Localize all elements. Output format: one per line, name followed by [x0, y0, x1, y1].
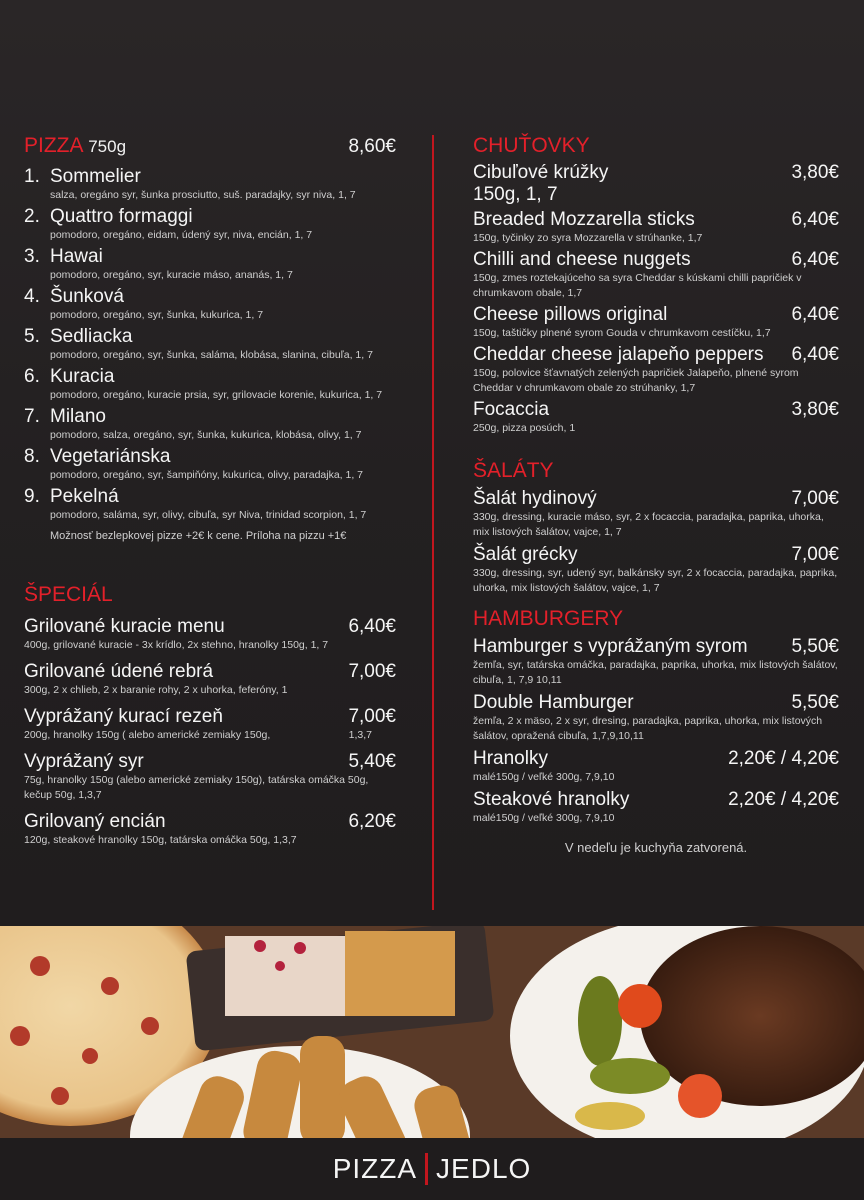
brand-divider — [425, 1153, 428, 1185]
menu-item — [473, 209, 839, 246]
menu-item — [473, 544, 839, 596]
pizza-header — [24, 133, 396, 160]
pizza-name — [24, 246, 396, 268]
pizza-number: 3. — [24, 246, 40, 267]
pizza-ingredients: pomodoro, oregáno, syr, kuracie máso, ananás, 1, 7 — [50, 269, 293, 281]
menu-item-price: 6,40€ — [791, 304, 839, 325]
pizza-weight: 750g — [88, 137, 127, 156]
pizza-name — [24, 326, 396, 348]
menu-item-price: 5,50€ — [791, 692, 839, 713]
pizza-price: 8,60€ — [348, 136, 396, 157]
menu-item-price: 5,50€ — [791, 636, 839, 657]
menu-item-desc — [24, 728, 396, 743]
pizza-ingredients: pomodoro, oregáno, syr, šampiňóny, kukurica, olivy, paradajka, 1, 7 — [50, 469, 364, 481]
menu-item-row — [473, 249, 839, 271]
pizza-name-text: Milano — [50, 406, 106, 427]
pizza-number: 4. — [24, 286, 40, 307]
pizza-name — [24, 286, 396, 308]
pizza-ingredients: pomodoro, oregáno, syr, šunka, saláma, klobása, slanina, cibuľa, 1, 7 — [50, 349, 373, 361]
menu-item-price: 6,20€ — [348, 811, 396, 832]
food-photo — [0, 926, 864, 1138]
pizza-name — [24, 366, 396, 388]
pizza-title: PIZZA 750g — [24, 134, 127, 157]
burgers-title: HAMBURGERY — [473, 607, 624, 630]
menu-item-desc: 330g, dressing, syr, udený syr, balkánsky syr, 2 x focaccia, paradajka, paprika, uhorka, mix listových šalátov, vajce, 1, 7 — [473, 567, 838, 594]
menu-item-weight: 150g, 1, 7 — [473, 184, 558, 205]
menu-item-name: Cheese pillows original — [473, 304, 668, 325]
menu-item-name: Šalát grécky — [473, 544, 578, 565]
kitchen-closed-note: V nedeľu je kuchyňa zatvorená. — [564, 840, 748, 855]
pizza-note: Možnosť bezlepkovej pizze +2€ k cene. Príloha na pizzu +1€ — [50, 530, 347, 542]
menu-item-price: 7,00€ — [348, 706, 396, 727]
pizza-item — [24, 406, 396, 443]
menu-item-desc: 150g, polovice šťavnatých zelených papričiek Jalapeňo, plnené syrom Cheddar v chrumkavom obale zo strúhanky, 1,7 — [473, 367, 799, 394]
menu-item-row — [24, 661, 396, 683]
pizza-number: 1. — [24, 166, 40, 187]
snacks-title: CHUŤOVKY — [473, 134, 590, 157]
menu-item-name: Chilli and cheese nuggets — [473, 249, 691, 270]
menu-item-price: 2,20€ / 4,20€ — [728, 748, 839, 769]
menu-item-name: Grilované kuracie menu — [24, 616, 225, 637]
menu-item — [24, 811, 396, 848]
right-column — [473, 133, 839, 855]
special-title: ŠPECIÁL — [24, 583, 113, 606]
pizza-name — [24, 206, 396, 228]
pizza-name-text: Pekelná — [50, 486, 119, 507]
cake-image — [225, 936, 345, 1016]
pizza-ingredients: pomodoro, oregáno, eidam, údený syr, niva, encián, 1, 7 — [50, 229, 313, 241]
menu-item-row — [473, 162, 839, 184]
menu-item-row — [473, 636, 839, 658]
pizza-item — [24, 486, 396, 523]
pizza-name-text: Šunková — [50, 286, 124, 307]
menu-item-price: 7,00€ — [791, 544, 839, 565]
menu-item-desc: 150g, zmes roztekajúceho sa syra Cheddar s kúskami chilli papričiek v chrumkavom obale, 1,7 — [473, 272, 802, 299]
menu-item-desc: 150g, tyčinky zo syra Mozzarella v strúhanke, 1,7 — [473, 232, 703, 244]
menu-item — [24, 706, 396, 743]
menu-item — [473, 344, 839, 396]
menu-item-price: 2,20€ / 4,20€ — [728, 789, 839, 810]
menu-item — [473, 636, 839, 688]
menu-item-price: 3,80€ — [791, 399, 839, 420]
menu-item-name: Breaded Mozzarella sticks — [473, 209, 695, 230]
menu-item-price: 7,00€ — [348, 661, 396, 682]
burgers-list — [473, 636, 839, 826]
menu-item-desc: malé150g / veľké 300g, 7,9,10 — [473, 812, 615, 824]
menu-item — [473, 488, 839, 540]
menu-item — [24, 616, 396, 653]
menu-item — [473, 162, 839, 206]
menu-item-name: Šalát hydinový — [473, 488, 597, 509]
menu-item-price: 5,40€ — [348, 751, 396, 772]
pizza-ingredients: pomodoro, saláma, syr, olivy, cibuľa, syr Niva, trinidad scorpion, 1, 7 — [50, 509, 367, 521]
pizza-name — [24, 406, 396, 428]
pizza-ingredients: pomodoro, salza, oregáno, syr, šunka, kukurica, klobása, olivy, 1, 7 — [50, 429, 362, 441]
pizza-name-text: Sedliacka — [50, 326, 133, 347]
pizza-number: 8. — [24, 446, 40, 467]
pizza-item — [24, 326, 396, 363]
menu-item — [473, 692, 839, 744]
menu-item-price: 6,40€ — [791, 344, 839, 365]
menu-item-row — [473, 544, 839, 566]
menu-item — [473, 789, 839, 826]
brand-footer — [0, 1138, 864, 1200]
menu-item — [473, 748, 839, 785]
pizza-name-text: Kuracia — [50, 366, 115, 387]
menu-item — [473, 399, 839, 436]
menu-item-name: Vyprážaný kurací rezeň — [24, 706, 223, 727]
pizza-item — [24, 446, 396, 483]
menu-item-price: 7,00€ — [791, 488, 839, 509]
snacks-list — [473, 162, 839, 436]
brand-pizza: PIZZA — [332, 1153, 418, 1184]
menu-item-row — [24, 616, 396, 638]
pizza-item — [24, 246, 396, 283]
menu-item-name: Vyprážaný syr — [24, 751, 144, 772]
column-divider — [432, 135, 434, 910]
pizza-number: 7. — [24, 406, 40, 427]
menu-item-row — [473, 344, 839, 366]
pizza-item — [24, 206, 396, 243]
menu-item-price: 6,40€ — [791, 209, 839, 230]
pizza-name — [24, 486, 396, 508]
menu-item-price: 6,40€ — [791, 249, 839, 270]
menu-item-desc: žemľa, 2 x mäso, 2 x syr, dresing, paradajka, paprika, uhorka, mix listových šalátov, opražená cibuľa, 1,7,9,10,11 — [473, 715, 823, 742]
pizza-ingredients: pomodoro, oregáno, syr, šunka, kukurica, 1, 7 — [50, 309, 264, 321]
salads-title: ŠALÁTY — [473, 459, 554, 482]
menu-item-name: Cheddar cheese jalapeňo peppers — [473, 344, 764, 365]
menu-item-row — [473, 789, 839, 811]
menu-item — [24, 751, 396, 803]
food-illustration — [0, 926, 864, 1138]
menu-item-desc: 150g, taštičky plnené syrom Gouda v chrumkavom cestíčku, 1,7 — [473, 327, 771, 339]
menu-item-name: Grilované údené rebrá — [24, 661, 214, 682]
pizza-number: 2. — [24, 206, 40, 227]
menu-item-desc: žemľa, syr, tatárska omáčka, paradajka, paprika, uhorka, mix listových šalátov, cibuľa, 1, 7,9 10,11 — [473, 659, 838, 686]
pizza-name — [24, 166, 396, 188]
pizza-item — [24, 286, 396, 323]
menu-item-row — [473, 488, 839, 510]
menu-item-row — [24, 811, 396, 833]
menu-item-name: Double Hamburger — [473, 692, 634, 713]
menu-item — [24, 661, 396, 698]
left-column — [24, 133, 396, 848]
pizza-ingredients: salza, oregáno syr, šunka prosciutto, suš. paradajky, syr niva, 1, 7 — [50, 189, 356, 201]
menu-item — [473, 304, 839, 341]
menu-item-desc: 400g, grilované kuracie - 3x krídlo, 2x stehno, hranolky 150g, 1, 7 — [24, 639, 329, 651]
pizza-number: 5. — [24, 326, 40, 347]
menu-item-name: Grilovaný encián — [24, 811, 166, 832]
pizza-number: 9. — [24, 486, 40, 507]
menu-item-row — [473, 748, 839, 770]
pizza-name-text: Hawai — [50, 246, 103, 267]
pizza-name-text: Quattro formaggi — [50, 206, 193, 227]
menu-item-desc-text: 200g, hranolky 150g ( alebo americké zemiaky 150g, — [24, 729, 271, 741]
menu-item-row — [24, 706, 396, 728]
menu-item-row — [473, 399, 839, 421]
menu-item-price: 6,40€ — [348, 616, 396, 637]
salads-list — [473, 488, 839, 596]
pizza-name-text: Sommelier — [50, 166, 141, 187]
menu-item-name: Hamburger s vyprážaným syrom — [473, 636, 748, 657]
menu-item-price: 3,80€ — [791, 162, 839, 183]
menu-item-name: Cibuľové krúžky — [473, 162, 609, 183]
brand-jedlo: JEDLO — [436, 1153, 532, 1184]
menu-item-desc: 75g, hranolky 150g (alebo americké zemiaky 150g), tatárska omáčka 50g, kečup 50g, 1,3,7 — [24, 774, 369, 801]
menu-item-desc: 120g, steakové hranolky 150g, tatárska omáčka 50g, 1,3,7 — [24, 834, 297, 846]
menu-item-allergens: 1,3,7 — [348, 729, 372, 741]
pizza-ingredients: pomodoro, oregáno, kuracie prsia, syr, grilovacie korenie, kukurica, 1, 7 — [50, 389, 383, 401]
pizza-item — [24, 366, 396, 403]
menu-item — [473, 249, 839, 301]
menu-item-desc: 250g, pizza posúch, 1 — [473, 422, 576, 434]
menu-item-desc: 300g, 2 x chlieb, 2 x baranie rohy, 2 x uhorka, feferóny, 1 — [24, 684, 288, 696]
menu-item-row — [24, 751, 396, 773]
menu-item-row — [473, 209, 839, 231]
menu-item-desc: 330g, dressing, kuracie máso, syr, 2 x focaccia, paradajka, paprika, uhorka, mix listových šalátov, vajce, 1, 7 — [473, 511, 824, 538]
special-list — [24, 616, 396, 848]
pizza-name-text: Vegetariánska — [50, 446, 171, 467]
menu-item-row — [473, 304, 839, 326]
pizza-item — [24, 166, 396, 203]
pizza-number: 6. — [24, 366, 40, 387]
menu-item-name: Hranolky — [473, 748, 548, 769]
menu-item-row — [473, 692, 839, 714]
pizza-list — [24, 166, 396, 523]
menu-item-desc: malé150g / veľké 300g, 7,9,10 — [473, 771, 615, 783]
pizza-name — [24, 446, 396, 468]
menu-item-name: Focaccia — [473, 399, 550, 420]
menu-item-name: Steakové hranolky — [473, 789, 630, 810]
